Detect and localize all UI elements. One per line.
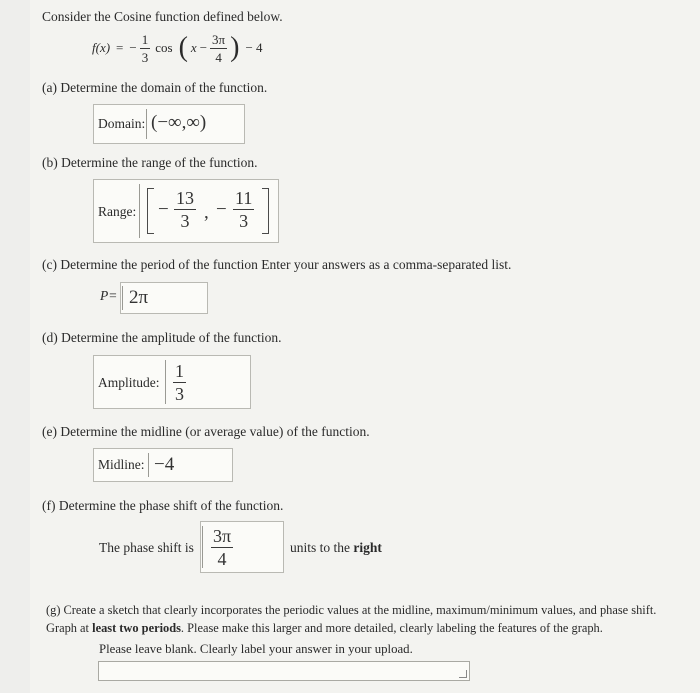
range-high-fraction: $\frac{11}{3}$ [235,188,253,231]
range-label: Range: [98,204,137,219]
domain-answer: (−∞,∞) [151,112,207,133]
amplitude-fraction: $\frac{1}{3}$ [175,361,184,404]
range-low-fraction: $\frac{13}{3}$ [176,188,194,231]
range-answer-box[interactable]: Range: − $\frac{13}{3}$ , − $\frac{11}{3}$ [93,179,279,243]
resize-handle[interactable] [459,670,467,678]
domain-answer-box[interactable] [93,104,245,144]
part-g-question-line2: Graph at least two periods. Please make this larger and more detailed, clearly labeling the features of the graph. [46,621,603,635]
period-answer: 2π [129,287,149,308]
divider [146,109,147,139]
part-g-note: Please leave blank. Clearly label your answer in your upload. [99,642,413,656]
midline-label: Midline: [98,457,145,472]
shift-fraction: $\frac{3\pi}{4}$ [212,31,226,65]
divider [165,360,166,404]
divider [148,453,149,477]
part-d-question: (d) Determine the amplitude of the function. [42,330,282,345]
part-f-question: (f) Determine the phase shift of the function. [42,498,284,513]
period-label: P= [100,288,118,303]
phase-shift-answer-box[interactable] [200,521,284,573]
period-answer-box[interactable] [120,282,208,314]
left-paren: ( [178,32,188,63]
divider [139,184,140,238]
phase-shift-fraction: $\frac{3\pi}{4}$ [213,526,232,569]
amplitude-label: Amplitude: [98,375,160,390]
phase-shift-label: The phase shift is [99,540,194,555]
right-bracket [262,188,269,234]
part-e-question: (e) Determine the midline (or average value) of the function. [42,424,370,439]
divider [122,286,123,310]
part-b-question: (b) Determine the range of the function. [42,155,258,170]
coefficient-fraction: $\frac{1}{3}$ [141,31,149,65]
problem-intro: Consider the Cosine function defined below. [42,9,283,24]
part-g-question-line1: (g) Create a sketch that clearly incorporates the periodic values at the midline, maximum/minimum values, and phase shift. [46,603,657,617]
right-paren: ) [230,32,240,63]
amplitude-answer-box[interactable] [93,355,251,409]
sketch-textarea[interactable] [98,661,470,681]
domain-label: Domain: [98,116,146,131]
left-bracket [147,188,154,234]
part-c-question: (c) Determine the period of the function Enter your answers as a comma-separated list. [42,257,512,272]
divider [202,526,203,568]
phase-shift-suffix: units to the right [290,540,382,555]
midline-answer-box[interactable] [93,448,233,482]
function-definition: f(x) = − $\frac{1}{3}$ cos ( x − $\frac{3\pi}{4}$ ) − 4 [92,31,263,65]
part-a-question: (a) Determine the domain of the function. [42,80,268,95]
midline-answer: −4 [154,454,175,475]
